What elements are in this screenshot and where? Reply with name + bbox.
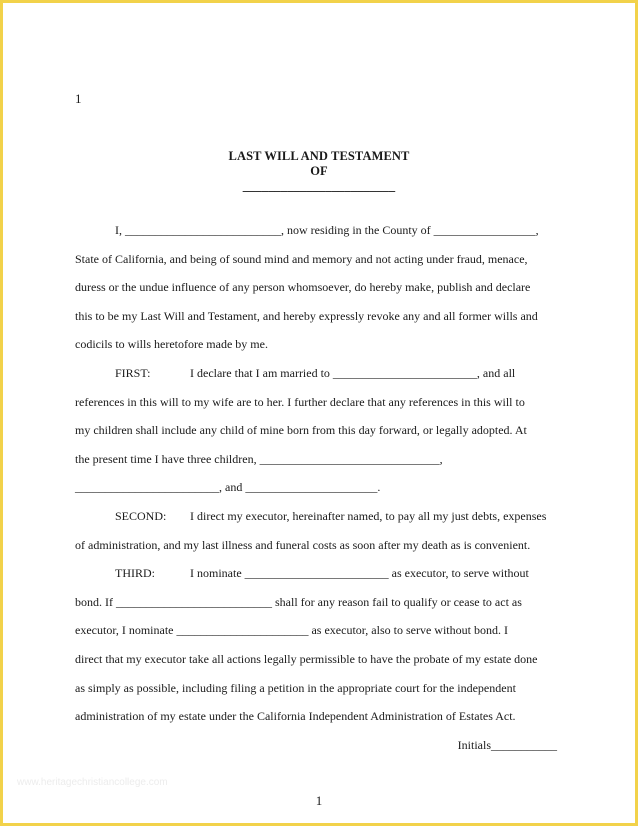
third-line: executor, I nominate ______________________ as executor, also to serve without bond. I	[75, 623, 508, 638]
title-line-2: OF	[310, 164, 328, 178]
watermark: www.heritagechristiancollege.com	[17, 777, 168, 788]
page-number-bottom: 1	[315, 793, 323, 808]
first-label: FIRST:	[115, 365, 151, 380]
second-line: I direct my executor, hereinafter named, to pay all my just debts, expenses	[190, 508, 547, 523]
first-line: I declare that I am married to ________________________, and all	[190, 365, 516, 380]
third-line: as simply as possible, including filing a petition in the appropriate court for the independent	[75, 680, 516, 695]
initials-line: Initials___________	[457, 737, 557, 752]
intro-line: State of California, and being of sound mind and memory and not acting under fraud, menace,	[75, 251, 528, 266]
title-line-1: LAST WILL AND TESTAMENT	[228, 149, 410, 163]
third-clause-heading-line	[75, 559, 565, 588]
document-body	[75, 216, 565, 759]
intro-line: codicils to wills heretofore made by me.	[75, 337, 268, 352]
third-line: direct that my executor take all actions legally permissible to have the probate of my estate done	[75, 651, 538, 666]
second-label: SECOND:	[115, 508, 167, 523]
third-label: THIRD:	[115, 566, 155, 581]
third-line: I nominate ________________________ as executor, to serve without	[190, 566, 529, 581]
intro-line: duress or the undue influence of any person whomsoever, do hereby make, publish and declare	[75, 280, 531, 295]
first-clause-heading-line	[75, 359, 565, 388]
intro-line: this to be my Last Will and Testament, and hereby expressly revoke any and all former wills and	[75, 308, 538, 323]
first-line: my children shall include any child of mine born from this day forward, or legally adopted. At	[75, 423, 527, 438]
first-line: references in this will to my wife are to her. I further declare that any references in this will to	[75, 394, 525, 409]
second-clause-heading-line	[75, 502, 565, 531]
title-name-blank: ________________________	[242, 179, 396, 193]
document-title	[3, 149, 635, 194]
second-line: of administration, and my last illness and funeral costs as soon after my death as is convenient.	[75, 537, 531, 552]
first-line: ________________________, and ______________________.	[75, 480, 381, 495]
page-number-top: 1	[75, 91, 82, 106]
first-line: the present time I have three children, ______________________________,	[75, 451, 443, 466]
intro-line: I, __________________________, now residing in the County of _________________,	[115, 223, 539, 237]
third-line: administration of my estate under the California Independent Administration of Estates Act.	[75, 709, 516, 724]
third-line: bond. If __________________________ shall for any reason fail to qualify or cease to act as	[75, 594, 522, 609]
